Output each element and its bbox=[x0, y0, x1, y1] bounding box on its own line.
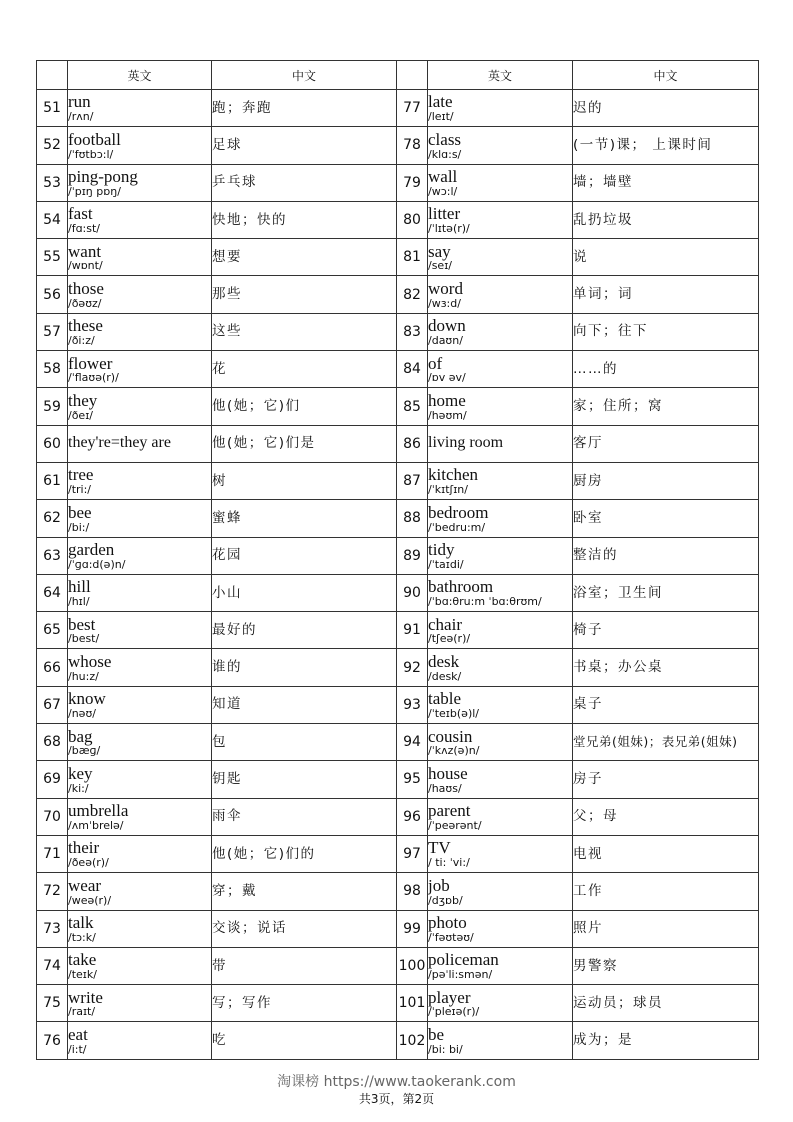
entry-chinese: 花园 bbox=[212, 537, 397, 574]
entry-english bbox=[428, 201, 573, 238]
entry-phonetic: /desk/ bbox=[428, 669, 462, 683]
entry-phonetic: /ˈkʌz(ə)n/ bbox=[428, 744, 480, 758]
entry-english bbox=[428, 873, 573, 910]
entry-chinese: 快地；快的 bbox=[212, 201, 397, 238]
entry-number: 69 bbox=[37, 761, 68, 798]
entry-number: 79 bbox=[397, 164, 428, 201]
entry-english bbox=[68, 351, 212, 388]
entry-english bbox=[68, 835, 212, 872]
header-english-left: 英文 bbox=[68, 61, 212, 90]
entry-word: bathroom bbox=[428, 577, 494, 597]
entry-number: 98 bbox=[397, 873, 428, 910]
entry-english bbox=[68, 873, 212, 910]
entry-phonetic: /bæɡ/ bbox=[68, 744, 101, 758]
table-row bbox=[37, 910, 759, 947]
table-row bbox=[37, 686, 759, 723]
entry-english bbox=[68, 910, 212, 947]
table-header-row bbox=[37, 61, 759, 90]
entry-phonetic: /fɑ:st/ bbox=[68, 222, 101, 236]
entry-english bbox=[68, 686, 212, 723]
table-row bbox=[37, 276, 759, 313]
table-row bbox=[37, 574, 759, 611]
entry-english bbox=[428, 798, 573, 835]
entry-chinese: 钥匙 bbox=[212, 761, 397, 798]
entry-word: down bbox=[428, 316, 466, 336]
header-chinese-left: 中文 bbox=[212, 61, 397, 90]
entry-english bbox=[68, 761, 212, 798]
entry-english bbox=[428, 835, 573, 872]
entry-chinese: 那些 bbox=[212, 276, 397, 313]
entry-number: 91 bbox=[397, 612, 428, 649]
entry-english bbox=[68, 1022, 212, 1059]
entry-english bbox=[428, 686, 573, 723]
entry-word: talk bbox=[68, 912, 94, 932]
entry-number: 54 bbox=[37, 201, 68, 238]
entry-word: garden bbox=[68, 540, 115, 560]
entry-word: they're=they are bbox=[68, 434, 171, 452]
entry-number: 97 bbox=[397, 835, 428, 872]
entry-phonetic: /ˈfʊtbɔ:l/ bbox=[68, 147, 114, 161]
entry-word: late bbox=[428, 92, 453, 112]
entry-chinese: 电视 bbox=[573, 835, 759, 872]
table-row bbox=[37, 388, 759, 425]
entry-english bbox=[68, 164, 212, 201]
table-row bbox=[37, 201, 759, 238]
table-row bbox=[37, 649, 759, 686]
entry-word: want bbox=[68, 241, 102, 261]
entry-chinese: 他(她；它)们的 bbox=[212, 835, 397, 872]
entry-phonetic: /ˈflaʊə(r)/ bbox=[68, 371, 119, 385]
entry-phonetic: /ˈbɑ:θru:m ˈbɑ:θrʊm/ bbox=[428, 595, 542, 609]
entry-number: 58 bbox=[37, 351, 68, 388]
entry-number: 59 bbox=[37, 388, 68, 425]
entry-word: whose bbox=[68, 651, 112, 671]
entry-number: 101 bbox=[397, 985, 428, 1022]
entry-phonetic: /ˈɡɑ:d(ə)n/ bbox=[68, 557, 126, 571]
entry-phonetic: /weə(r)/ bbox=[68, 893, 112, 907]
entry-number: 84 bbox=[397, 351, 428, 388]
entry-word: wall bbox=[428, 167, 458, 187]
entry-english bbox=[68, 574, 212, 611]
entry-number: 90 bbox=[397, 574, 428, 611]
entry-phonetic: /ˈlɪtə(r)/ bbox=[428, 222, 470, 236]
entry-number: 78 bbox=[397, 127, 428, 164]
table-row bbox=[37, 351, 759, 388]
entry-english bbox=[428, 574, 573, 611]
entry-chinese: 足球 bbox=[212, 127, 397, 164]
entry-word: living room bbox=[428, 434, 504, 452]
entry-english bbox=[428, 761, 573, 798]
entry-number: 83 bbox=[397, 313, 428, 350]
entry-english bbox=[68, 798, 212, 835]
table-row bbox=[37, 947, 759, 984]
entry-word: policeman bbox=[428, 950, 499, 970]
entry-chinese: 堂兄弟(姐妹)；表兄弟(姐妹) bbox=[573, 724, 759, 761]
entry-phonetic: /wɔ:l/ bbox=[428, 184, 458, 198]
entry-number: 68 bbox=[37, 724, 68, 761]
table-row bbox=[37, 90, 759, 127]
entry-phonetic: /ˈpleɪə(r)/ bbox=[428, 1005, 480, 1019]
entry-number: 72 bbox=[37, 873, 68, 910]
entry-number: 93 bbox=[397, 686, 428, 723]
entry-chinese: 花 bbox=[212, 351, 397, 388]
entry-number: 86 bbox=[397, 425, 428, 462]
entry-english bbox=[428, 276, 573, 313]
entry-phonetic: /pəˈli:smən/ bbox=[428, 968, 493, 982]
table-row bbox=[37, 462, 759, 499]
table-row bbox=[37, 500, 759, 537]
entry-english bbox=[68, 239, 212, 276]
entry-phonetic: /ʌmˈbrelə/ bbox=[68, 818, 124, 832]
entry-english bbox=[428, 612, 573, 649]
entry-number: 62 bbox=[37, 500, 68, 537]
entry-chinese: 带 bbox=[212, 947, 397, 984]
entry-number: 71 bbox=[37, 835, 68, 872]
entry-number: 74 bbox=[37, 947, 68, 984]
header-number-right bbox=[397, 61, 428, 90]
entry-word: job bbox=[428, 875, 450, 895]
entry-phonetic: /rʌn/ bbox=[68, 110, 94, 124]
entry-number: 89 bbox=[397, 537, 428, 574]
table-row bbox=[37, 873, 759, 910]
entry-word: parent bbox=[428, 801, 471, 821]
entry-number: 76 bbox=[37, 1022, 68, 1059]
entry-number: 65 bbox=[37, 612, 68, 649]
entry-chinese: 父；母 bbox=[573, 798, 759, 835]
entry-english bbox=[428, 313, 573, 350]
entry-word: table bbox=[428, 689, 462, 709]
entry-chinese: 蜜蜂 bbox=[212, 500, 397, 537]
entry-word: of bbox=[428, 353, 443, 373]
entry-number: 100 bbox=[397, 947, 428, 984]
entry-number: 56 bbox=[37, 276, 68, 313]
entry-phonetic: /ði:z/ bbox=[68, 334, 95, 348]
entry-english bbox=[68, 388, 212, 425]
entry-word: know bbox=[68, 689, 106, 709]
entry-chinese: 吃 bbox=[212, 1022, 397, 1059]
table-row bbox=[37, 425, 759, 462]
entry-chinese: 乒乓球 bbox=[212, 164, 397, 201]
entry-word: house bbox=[428, 763, 468, 783]
entry-chinese: 成为；是 bbox=[573, 1022, 759, 1059]
entry-chinese: 照片 bbox=[573, 910, 759, 947]
entry-word: cousin bbox=[428, 726, 473, 746]
entry-phonetic: /hɪl/ bbox=[68, 595, 90, 609]
entry-english bbox=[68, 425, 212, 462]
entry-word: photo bbox=[428, 912, 467, 932]
entry-chinese: 树 bbox=[212, 462, 397, 499]
entry-chinese: 包 bbox=[212, 724, 397, 761]
entry-english bbox=[428, 164, 573, 201]
entry-word: umbrella bbox=[68, 801, 129, 821]
entry-word: football bbox=[68, 129, 121, 149]
entry-english bbox=[68, 462, 212, 499]
entry-phonetic: /ðəʊz/ bbox=[68, 296, 102, 310]
entry-english bbox=[68, 90, 212, 127]
entry-word: bag bbox=[68, 726, 93, 746]
vocabulary-table bbox=[36, 60, 759, 1060]
entry-number: 87 bbox=[397, 462, 428, 499]
entry-number: 82 bbox=[397, 276, 428, 313]
entry-number: 80 bbox=[397, 201, 428, 238]
entry-phonetic: /seɪ/ bbox=[428, 259, 452, 273]
entry-chinese: 他(她；它)们是 bbox=[212, 425, 397, 462]
entry-phonetic: /ˈfəʊtəʊ/ bbox=[428, 930, 474, 944]
header-english-right: 英文 bbox=[428, 61, 573, 90]
entry-phonetic: /bi: bi/ bbox=[428, 1042, 463, 1056]
entry-word: write bbox=[68, 987, 103, 1007]
entry-english bbox=[68, 612, 212, 649]
entry-chinese: 交谈；说话 bbox=[212, 910, 397, 947]
table-row bbox=[37, 612, 759, 649]
entry-word: kitchen bbox=[428, 465, 479, 485]
entry-phonetic: /haʊs/ bbox=[428, 781, 462, 795]
entry-word: say bbox=[428, 241, 451, 261]
entry-chinese: 桌子 bbox=[573, 686, 759, 723]
entry-chinese: 家；住所；窝 bbox=[573, 388, 759, 425]
entry-word: eat bbox=[68, 1024, 88, 1044]
entry-number: 94 bbox=[397, 724, 428, 761]
entry-chinese: 最好的 bbox=[212, 612, 397, 649]
entry-chinese: 整洁的 bbox=[573, 537, 759, 574]
entry-phonetic: / ti: ˈvi:/ bbox=[428, 856, 470, 870]
entry-english bbox=[68, 276, 212, 313]
entry-phonetic: /tɔ:k/ bbox=[68, 930, 96, 944]
entry-chinese: 迟的 bbox=[573, 90, 759, 127]
entry-phonetic: /ˈpɪŋ pɒŋ/ bbox=[68, 184, 121, 198]
entry-english bbox=[68, 313, 212, 350]
entry-english bbox=[68, 649, 212, 686]
table-row bbox=[37, 985, 759, 1022]
entry-chinese: 男警察 bbox=[573, 947, 759, 984]
entry-phonetic: /ɒv əv/ bbox=[428, 371, 466, 385]
entry-word: flower bbox=[68, 353, 113, 373]
entry-chinese: 这些 bbox=[212, 313, 397, 350]
entry-chinese: 小山 bbox=[212, 574, 397, 611]
entry-english bbox=[428, 649, 573, 686]
entry-chinese: 向下；往下 bbox=[573, 313, 759, 350]
entry-chinese: 说 bbox=[573, 239, 759, 276]
entry-phonetic: /daʊn/ bbox=[428, 334, 463, 348]
entry-chinese: 知道 bbox=[212, 686, 397, 723]
entry-number: 73 bbox=[37, 910, 68, 947]
entry-word: class bbox=[428, 129, 462, 149]
header-number-left bbox=[37, 61, 68, 90]
entry-phonetic: /teɪk/ bbox=[68, 968, 97, 982]
entry-chinese: ……的 bbox=[573, 351, 759, 388]
entry-number: 51 bbox=[37, 90, 68, 127]
entry-chinese: 跑；奔跑 bbox=[212, 90, 397, 127]
entry-phonetic: /tri:/ bbox=[68, 483, 92, 497]
entry-chinese: 雨伞 bbox=[212, 798, 397, 835]
entry-number: 81 bbox=[397, 239, 428, 276]
entry-number: 64 bbox=[37, 574, 68, 611]
entry-number: 75 bbox=[37, 985, 68, 1022]
table-row bbox=[37, 835, 759, 872]
entry-phonetic: /ˈbedru:m/ bbox=[428, 520, 486, 534]
entry-number: 53 bbox=[37, 164, 68, 201]
table-row bbox=[37, 537, 759, 574]
entry-chinese: 浴室；卫生间 bbox=[573, 574, 759, 611]
entry-word: desk bbox=[428, 651, 460, 671]
entry-phonetic: /ðeɪ/ bbox=[68, 408, 93, 422]
entry-english bbox=[428, 425, 573, 462]
entry-phonetic: /hu:z/ bbox=[68, 669, 99, 683]
entry-phonetic: /wɜ:d/ bbox=[428, 296, 461, 310]
entry-word: take bbox=[68, 950, 97, 970]
entry-phonetic: /tʃeə(r)/ bbox=[428, 632, 471, 646]
table-row bbox=[37, 724, 759, 761]
table-row bbox=[37, 313, 759, 350]
entry-number: 63 bbox=[37, 537, 68, 574]
table-row bbox=[37, 127, 759, 164]
entry-number: 60 bbox=[37, 425, 68, 462]
entry-phonetic: /həʊm/ bbox=[428, 408, 467, 422]
entry-number: 55 bbox=[37, 239, 68, 276]
entry-chinese: 客厅 bbox=[573, 425, 759, 462]
entry-phonetic: /dʒɒb/ bbox=[428, 893, 463, 907]
entry-number: 96 bbox=[397, 798, 428, 835]
entry-number: 77 bbox=[397, 90, 428, 127]
entry-phonetic: /ˈteɪb(ə)l/ bbox=[428, 707, 479, 721]
entry-number: 88 bbox=[397, 500, 428, 537]
entry-english bbox=[428, 537, 573, 574]
entry-english bbox=[428, 910, 573, 947]
entry-word: player bbox=[428, 987, 471, 1007]
entry-phonetic: /i:t/ bbox=[68, 1042, 87, 1056]
table-row bbox=[37, 761, 759, 798]
entry-word: those bbox=[68, 278, 104, 298]
entry-chinese: (一节)课； 上课时间 bbox=[573, 127, 759, 164]
entry-english bbox=[428, 500, 573, 537]
entry-english bbox=[428, 1022, 573, 1059]
entry-number: 61 bbox=[37, 462, 68, 499]
entry-phonetic: /ˈpeərənt/ bbox=[428, 818, 482, 832]
entry-word: wear bbox=[68, 875, 102, 895]
entry-number: 57 bbox=[37, 313, 68, 350]
entry-english bbox=[68, 201, 212, 238]
entry-phonetic: /wɒnt/ bbox=[68, 259, 103, 273]
table-row bbox=[37, 164, 759, 201]
entry-english bbox=[428, 239, 573, 276]
entry-word: ping-pong bbox=[68, 167, 138, 187]
entry-word: these bbox=[68, 316, 103, 336]
entry-english bbox=[68, 127, 212, 164]
entry-word: bee bbox=[68, 502, 92, 522]
entry-chinese: 乱扔垃圾 bbox=[573, 201, 759, 238]
entry-number: 67 bbox=[37, 686, 68, 723]
entry-number: 66 bbox=[37, 649, 68, 686]
entry-word: they bbox=[68, 390, 98, 410]
entry-word: tree bbox=[68, 465, 94, 485]
entry-english bbox=[428, 947, 573, 984]
entry-word: TV bbox=[428, 838, 451, 858]
entry-number: 102 bbox=[397, 1022, 428, 1059]
entry-word: fast bbox=[68, 204, 93, 224]
entry-number: 95 bbox=[397, 761, 428, 798]
entry-chinese: 工作 bbox=[573, 873, 759, 910]
entry-number: 85 bbox=[397, 388, 428, 425]
entry-word: litter bbox=[428, 204, 461, 224]
entry-chinese: 房子 bbox=[573, 761, 759, 798]
entry-english bbox=[428, 90, 573, 127]
entry-phonetic: /nəʊ/ bbox=[68, 707, 96, 721]
entry-english bbox=[428, 127, 573, 164]
entry-chinese: 谁的 bbox=[212, 649, 397, 686]
entry-chinese: 书桌；办公桌 bbox=[573, 649, 759, 686]
entry-english bbox=[68, 537, 212, 574]
entry-english bbox=[68, 947, 212, 984]
footer-page-number: 共3页，第2页 bbox=[358, 1092, 435, 1106]
footer-site: 淘课榜 https://www.taokerank.com bbox=[277, 1074, 516, 1090]
entry-chinese: 写；写作 bbox=[212, 985, 397, 1022]
entry-number: 52 bbox=[37, 127, 68, 164]
entry-phonetic: /ðeə(r)/ bbox=[68, 856, 109, 870]
entry-word: home bbox=[428, 390, 466, 410]
entry-phonetic: /ˈtaɪdi/ bbox=[428, 557, 464, 571]
entry-word: chair bbox=[428, 614, 462, 634]
entry-chinese: 椅子 bbox=[573, 612, 759, 649]
entry-english bbox=[428, 985, 573, 1022]
entry-number: 92 bbox=[397, 649, 428, 686]
entry-phonetic: /raɪt/ bbox=[68, 1005, 96, 1019]
entry-chinese: 卧室 bbox=[573, 500, 759, 537]
entry-phonetic: /ˈkɪtʃɪn/ bbox=[428, 483, 468, 497]
entry-word: run bbox=[68, 92, 91, 112]
entry-english bbox=[428, 462, 573, 499]
entry-chinese: 厨房 bbox=[573, 462, 759, 499]
entry-phonetic: /best/ bbox=[68, 632, 100, 646]
table-row bbox=[37, 239, 759, 276]
entry-word: be bbox=[428, 1024, 445, 1044]
entry-chinese: 穿；戴 bbox=[212, 873, 397, 910]
table-row bbox=[37, 798, 759, 835]
entry-word: word bbox=[428, 278, 463, 298]
entry-word: bedroom bbox=[428, 502, 489, 522]
entry-chinese: 他(她；它)们 bbox=[212, 388, 397, 425]
table-row bbox=[37, 1022, 759, 1059]
entry-english bbox=[68, 985, 212, 1022]
entry-phonetic: /ki:/ bbox=[68, 781, 89, 795]
entry-english bbox=[68, 500, 212, 537]
entry-word: their bbox=[68, 838, 100, 858]
entry-phonetic: /leɪt/ bbox=[428, 110, 454, 124]
entry-word: tidy bbox=[428, 540, 455, 560]
entry-chinese: 墙；墙壁 bbox=[573, 164, 759, 201]
entry-word: best bbox=[68, 614, 96, 634]
entry-chinese: 运动员；球员 bbox=[573, 985, 759, 1022]
entry-word: hill bbox=[68, 577, 91, 597]
entry-word: key bbox=[68, 763, 93, 783]
entry-number: 70 bbox=[37, 798, 68, 835]
entry-english bbox=[428, 388, 573, 425]
entry-chinese: 想要 bbox=[212, 239, 397, 276]
entry-phonetic: /klɑ:s/ bbox=[428, 147, 462, 161]
entry-phonetic: /bi:/ bbox=[68, 520, 90, 534]
entry-chinese: 单词；词 bbox=[573, 276, 759, 313]
entry-number: 99 bbox=[397, 910, 428, 947]
header-chinese-right: 中文 bbox=[573, 61, 759, 90]
entry-english bbox=[428, 351, 573, 388]
entry-english bbox=[428, 724, 573, 761]
entry-english bbox=[68, 724, 212, 761]
